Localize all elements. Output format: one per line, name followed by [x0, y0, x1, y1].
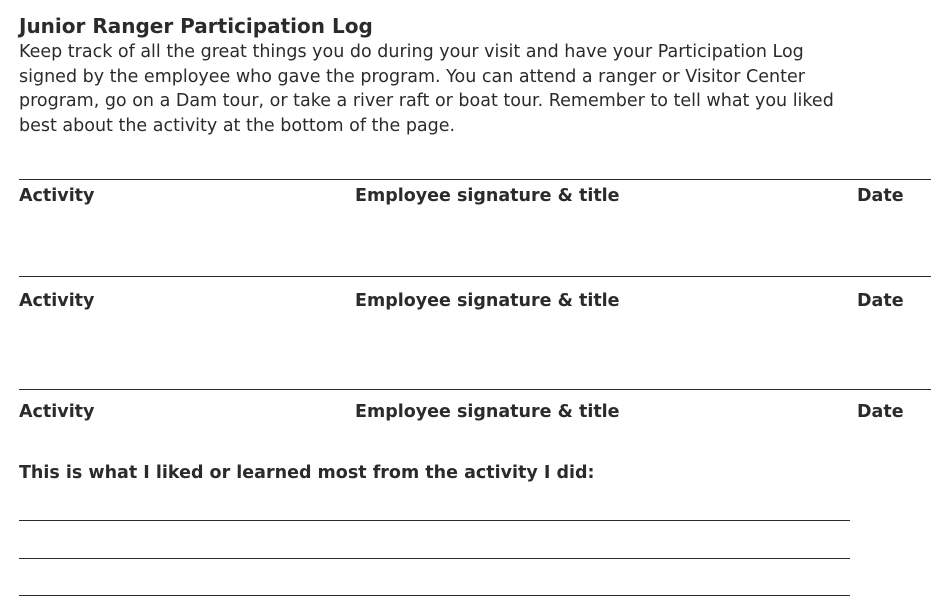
entry-3-top-rule [19, 389, 931, 390]
intro-line: best about the activity at the bottom of the page. [19, 115, 456, 136]
entry-2-activity-label: Activity [19, 291, 95, 311]
entry-1-signature-label: Employee signature & title [355, 186, 620, 206]
reflection-prompt: This is what I liked or learned most from the activity I did: [19, 463, 595, 483]
reflection-writing-line[interactable] [19, 520, 850, 521]
intro-line: Keep track of all the great things you do during your visit and have your Participation Log [19, 42, 804, 62]
reflection-writing-line[interactable] [19, 558, 850, 559]
entry-1-date-label: Date [857, 186, 904, 206]
entry-2-signature-label: Employee signature & title [355, 291, 620, 311]
entry-1-activity-label: Activity [19, 186, 95, 206]
reflection-writing-line[interactable] [19, 595, 850, 596]
intro-line: signed by the employee who gave the program. You can attend a ranger or Visitor Center [19, 66, 805, 87]
page-title: Junior Ranger Participation Log [19, 14, 373, 38]
entry-2-date-label: Date [857, 291, 904, 311]
entry-1-top-rule [19, 179, 931, 180]
entry-3-activity-label: Activity [19, 402, 95, 422]
entry-3-date-label: Date [857, 402, 904, 422]
intro-line: program, go on a Dam tour, or take a river raft or boat tour. Remember to tell what you liked [19, 91, 834, 111]
intro-paragraph [19, 40, 931, 138]
entry-2-top-rule [19, 276, 931, 277]
entry-3-signature-label: Employee signature & title [355, 402, 620, 422]
